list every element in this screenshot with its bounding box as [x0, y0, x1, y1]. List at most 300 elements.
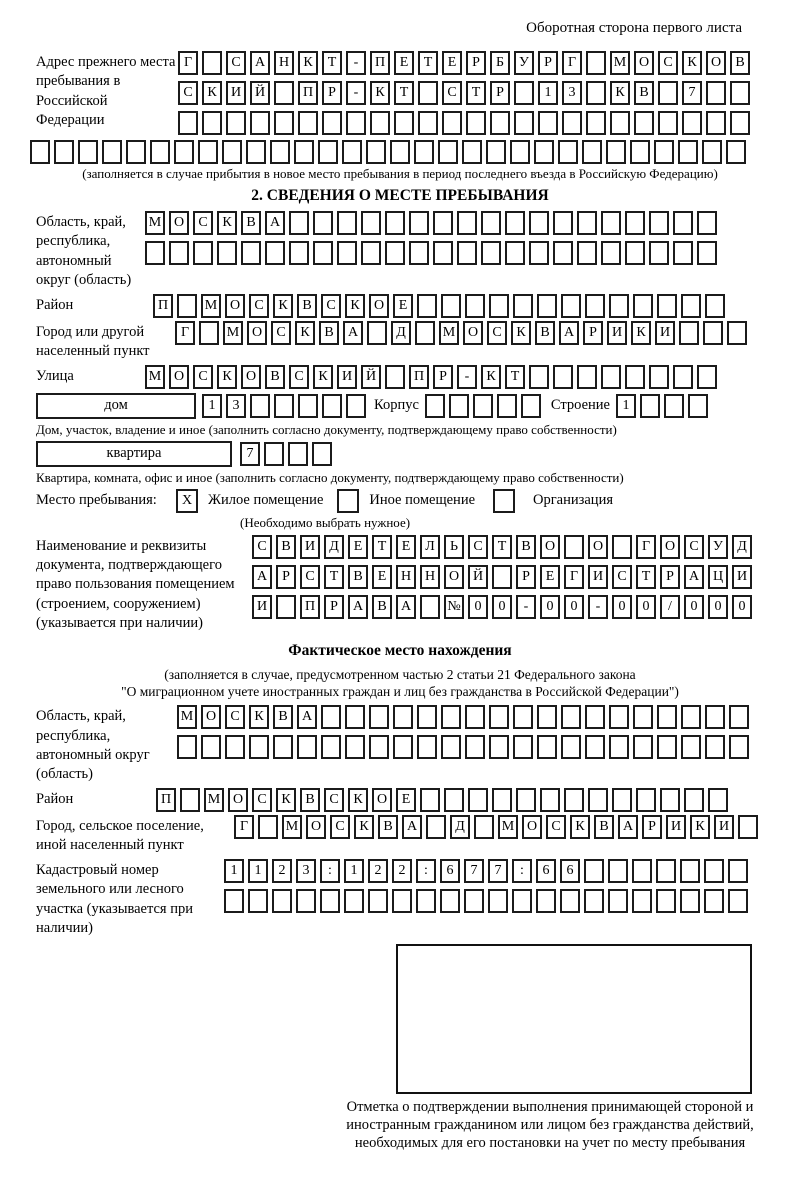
- char-box[interactable]: М: [223, 321, 243, 345]
- char-box[interactable]: Д: [732, 535, 752, 559]
- char-box[interactable]: Т: [466, 81, 486, 105]
- char-box[interactable]: Н: [274, 51, 294, 75]
- char-box[interactable]: [561, 294, 581, 318]
- char-box[interactable]: [516, 788, 536, 812]
- char-box[interactable]: -: [516, 595, 536, 619]
- char-box[interactable]: [426, 815, 446, 839]
- char-box[interactable]: [584, 889, 604, 913]
- char-box[interactable]: [657, 705, 677, 729]
- char-box[interactable]: [361, 211, 381, 235]
- char-box[interactable]: [370, 111, 390, 135]
- char-box[interactable]: П: [300, 595, 320, 619]
- char-box[interactable]: [248, 889, 268, 913]
- char-box[interactable]: Р: [322, 81, 342, 105]
- char-box[interactable]: К: [273, 294, 293, 318]
- char-box[interactable]: И: [732, 565, 752, 589]
- char-box[interactable]: [658, 111, 678, 135]
- char-box[interactable]: [346, 111, 366, 135]
- char-box[interactable]: [656, 889, 676, 913]
- char-box[interactable]: В: [378, 815, 398, 839]
- char-box[interactable]: У: [514, 51, 534, 75]
- char-box[interactable]: К: [690, 815, 710, 839]
- char-box[interactable]: Д: [391, 321, 411, 345]
- char-box[interactable]: [697, 211, 717, 235]
- char-box[interactable]: [409, 211, 429, 235]
- char-box[interactable]: [474, 815, 494, 839]
- char-box[interactable]: [585, 735, 605, 759]
- char-box[interactable]: [706, 111, 726, 135]
- char-box[interactable]: [465, 294, 485, 318]
- char-box[interactable]: А: [559, 321, 579, 345]
- char-box[interactable]: 6: [440, 859, 460, 883]
- char-box[interactable]: [658, 81, 678, 105]
- char-box[interactable]: О: [444, 565, 464, 589]
- char-box[interactable]: [513, 294, 533, 318]
- char-box[interactable]: Т: [394, 81, 414, 105]
- char-box[interactable]: [601, 241, 621, 265]
- char-box[interactable]: Н: [396, 565, 416, 589]
- char-box[interactable]: [488, 889, 508, 913]
- char-box[interactable]: 0: [732, 595, 752, 619]
- char-box[interactable]: О: [706, 51, 726, 75]
- char-box[interactable]: [634, 111, 654, 135]
- char-box[interactable]: [486, 140, 506, 164]
- char-box[interactable]: [289, 241, 309, 265]
- char-box[interactable]: [297, 735, 317, 759]
- char-box[interactable]: Е: [348, 535, 368, 559]
- char-box[interactable]: [529, 241, 549, 265]
- char-box[interactable]: [625, 241, 645, 265]
- char-box[interactable]: 3: [562, 81, 582, 105]
- char-box[interactable]: 0: [468, 595, 488, 619]
- char-box[interactable]: В: [297, 294, 317, 318]
- char-box[interactable]: [298, 111, 318, 135]
- char-box[interactable]: К: [354, 815, 374, 839]
- char-box[interactable]: [680, 859, 700, 883]
- char-box[interactable]: А: [618, 815, 638, 839]
- char-box[interactable]: О: [169, 211, 189, 235]
- char-box[interactable]: [505, 211, 525, 235]
- char-box[interactable]: Д: [324, 535, 344, 559]
- char-box[interactable]: И: [607, 321, 627, 345]
- char-box[interactable]: С: [225, 705, 245, 729]
- char-box[interactable]: Г: [175, 321, 195, 345]
- char-box[interactable]: [198, 140, 218, 164]
- char-box[interactable]: [553, 365, 573, 389]
- char-box[interactable]: К: [249, 705, 269, 729]
- char-box[interactable]: [217, 241, 237, 265]
- char-box[interactable]: М: [498, 815, 518, 839]
- char-box[interactable]: [425, 394, 445, 418]
- char-box[interactable]: Й: [468, 565, 488, 589]
- char-box[interactable]: А: [684, 565, 704, 589]
- char-box[interactable]: А: [348, 595, 368, 619]
- char-box[interactable]: [337, 241, 357, 265]
- char-box[interactable]: [433, 241, 453, 265]
- char-box[interactable]: О: [660, 535, 680, 559]
- char-box[interactable]: О: [228, 788, 248, 812]
- char-box[interactable]: [489, 294, 509, 318]
- char-box[interactable]: 1: [224, 859, 244, 883]
- char-box[interactable]: С: [249, 294, 269, 318]
- char-box[interactable]: [553, 241, 573, 265]
- char-box[interactable]: [586, 111, 606, 135]
- char-box[interactable]: [199, 321, 219, 345]
- char-box[interactable]: [393, 705, 413, 729]
- char-box[interactable]: [681, 705, 701, 729]
- char-box[interactable]: О: [241, 365, 261, 389]
- char-box[interactable]: [273, 735, 293, 759]
- char-box[interactable]: [649, 365, 669, 389]
- char-box[interactable]: [274, 111, 294, 135]
- char-box[interactable]: С: [684, 535, 704, 559]
- char-box[interactable]: [681, 735, 701, 759]
- char-box[interactable]: [585, 705, 605, 729]
- char-box[interactable]: :: [320, 859, 340, 883]
- char-box[interactable]: О: [372, 788, 392, 812]
- char-box[interactable]: [702, 140, 722, 164]
- char-box[interactable]: Г: [562, 51, 582, 75]
- char-box[interactable]: [703, 321, 723, 345]
- char-box[interactable]: С: [546, 815, 566, 839]
- char-box[interactable]: О: [369, 294, 389, 318]
- char-box[interactable]: [564, 535, 584, 559]
- char-box[interactable]: С: [193, 365, 213, 389]
- char-box[interactable]: [174, 140, 194, 164]
- char-box[interactable]: [708, 788, 728, 812]
- char-box[interactable]: 0: [540, 595, 560, 619]
- char-box[interactable]: 7: [464, 859, 484, 883]
- checkbox-residential[interactable]: X: [176, 489, 198, 513]
- char-box[interactable]: [250, 111, 270, 135]
- char-box[interactable]: [441, 735, 461, 759]
- char-box[interactable]: [466, 111, 486, 135]
- char-box[interactable]: С: [612, 565, 632, 589]
- char-box[interactable]: [369, 705, 389, 729]
- char-box[interactable]: [490, 111, 510, 135]
- char-box[interactable]: [512, 889, 532, 913]
- char-box[interactable]: [457, 211, 477, 235]
- char-box[interactable]: [588, 788, 608, 812]
- char-box[interactable]: М: [145, 365, 165, 389]
- char-box[interactable]: [420, 595, 440, 619]
- char-box[interactable]: [321, 705, 341, 729]
- char-box[interactable]: Д: [450, 815, 470, 839]
- char-box[interactable]: Н: [420, 565, 440, 589]
- char-box[interactable]: -: [457, 365, 477, 389]
- char-box[interactable]: [534, 140, 554, 164]
- char-box[interactable]: Р: [466, 51, 486, 75]
- char-box[interactable]: М: [177, 705, 197, 729]
- char-box[interactable]: С: [193, 211, 213, 235]
- char-box[interactable]: [441, 705, 461, 729]
- char-box[interactable]: [390, 140, 410, 164]
- char-box[interactable]: М: [610, 51, 630, 75]
- char-box[interactable]: [313, 241, 333, 265]
- char-box[interactable]: [178, 111, 198, 135]
- char-box[interactable]: [321, 735, 341, 759]
- char-box[interactable]: [705, 735, 725, 759]
- char-box[interactable]: 1: [538, 81, 558, 105]
- char-box[interactable]: [274, 81, 294, 105]
- char-box[interactable]: [730, 111, 750, 135]
- char-box[interactable]: [394, 111, 414, 135]
- char-box[interactable]: С: [321, 294, 341, 318]
- char-box[interactable]: [726, 140, 746, 164]
- char-box[interactable]: С: [252, 788, 272, 812]
- char-box[interactable]: В: [265, 365, 285, 389]
- char-box[interactable]: [385, 211, 405, 235]
- char-box[interactable]: [418, 81, 438, 105]
- char-box[interactable]: В: [319, 321, 339, 345]
- char-box[interactable]: Б: [490, 51, 510, 75]
- char-box[interactable]: Р: [538, 51, 558, 75]
- char-box[interactable]: Р: [324, 595, 344, 619]
- char-box[interactable]: И: [337, 365, 357, 389]
- char-box[interactable]: К: [370, 81, 390, 105]
- char-box[interactable]: [728, 859, 748, 883]
- char-box[interactable]: С: [289, 365, 309, 389]
- char-box[interactable]: [433, 211, 453, 235]
- char-box[interactable]: [492, 565, 512, 589]
- char-box[interactable]: К: [202, 81, 222, 105]
- char-box[interactable]: [601, 365, 621, 389]
- char-box[interactable]: К: [511, 321, 531, 345]
- char-box[interactable]: В: [348, 565, 368, 589]
- char-box[interactable]: С: [271, 321, 291, 345]
- char-box[interactable]: [366, 140, 386, 164]
- char-box[interactable]: [468, 788, 488, 812]
- char-box[interactable]: [497, 394, 517, 418]
- char-box[interactable]: [342, 140, 362, 164]
- char-box[interactable]: [270, 140, 290, 164]
- char-box[interactable]: [481, 241, 501, 265]
- char-box[interactable]: У: [708, 535, 728, 559]
- char-box[interactable]: М: [204, 788, 224, 812]
- char-box[interactable]: [537, 705, 557, 729]
- char-box[interactable]: [145, 241, 165, 265]
- char-box[interactable]: [322, 394, 342, 418]
- char-box[interactable]: [610, 111, 630, 135]
- char-box[interactable]: С: [658, 51, 678, 75]
- char-box[interactable]: О: [225, 294, 245, 318]
- char-box[interactable]: О: [588, 535, 608, 559]
- char-box[interactable]: С: [330, 815, 350, 839]
- char-box[interactable]: [514, 111, 534, 135]
- char-box[interactable]: -: [346, 51, 366, 75]
- char-box[interactable]: С: [468, 535, 488, 559]
- char-box[interactable]: А: [297, 705, 317, 729]
- char-box[interactable]: [473, 394, 493, 418]
- char-box[interactable]: К: [217, 365, 237, 389]
- char-box[interactable]: А: [252, 565, 272, 589]
- char-box[interactable]: С: [252, 535, 272, 559]
- char-box[interactable]: [688, 394, 708, 418]
- char-box[interactable]: [730, 81, 750, 105]
- char-box[interactable]: [322, 111, 342, 135]
- char-box[interactable]: [612, 535, 632, 559]
- checkbox-other-premises[interactable]: [337, 489, 359, 513]
- char-box[interactable]: [441, 294, 461, 318]
- char-box[interactable]: 0: [492, 595, 512, 619]
- char-box[interactable]: [313, 211, 333, 235]
- char-box[interactable]: [529, 211, 549, 235]
- char-box[interactable]: [202, 111, 222, 135]
- char-box[interactable]: [680, 889, 700, 913]
- char-box[interactable]: [660, 788, 680, 812]
- char-box[interactable]: В: [300, 788, 320, 812]
- char-box[interactable]: [553, 211, 573, 235]
- char-box[interactable]: С: [300, 565, 320, 589]
- char-box[interactable]: С: [487, 321, 507, 345]
- char-box[interactable]: Е: [372, 565, 392, 589]
- checkbox-organization[interactable]: [493, 489, 515, 513]
- char-box[interactable]: М: [201, 294, 221, 318]
- char-box[interactable]: П: [156, 788, 176, 812]
- char-box[interactable]: [361, 241, 381, 265]
- char-box[interactable]: И: [226, 81, 246, 105]
- char-box[interactable]: И: [714, 815, 734, 839]
- char-box[interactable]: [625, 211, 645, 235]
- char-box[interactable]: [609, 294, 629, 318]
- char-box[interactable]: [558, 140, 578, 164]
- char-box[interactable]: [681, 294, 701, 318]
- char-box[interactable]: [585, 294, 605, 318]
- char-box[interactable]: /: [660, 595, 680, 619]
- char-box[interactable]: В: [535, 321, 555, 345]
- char-box[interactable]: [729, 735, 749, 759]
- char-box[interactable]: О: [463, 321, 483, 345]
- char-box[interactable]: [492, 788, 512, 812]
- char-box[interactable]: [577, 365, 597, 389]
- char-box[interactable]: [649, 241, 669, 265]
- char-box[interactable]: Е: [396, 788, 416, 812]
- char-box[interactable]: :: [416, 859, 436, 883]
- char-box[interactable]: А: [250, 51, 270, 75]
- char-box[interactable]: [633, 705, 653, 729]
- char-box[interactable]: [276, 595, 296, 619]
- char-box[interactable]: [489, 705, 509, 729]
- char-box[interactable]: [126, 140, 146, 164]
- char-box[interactable]: [201, 735, 221, 759]
- char-box[interactable]: Г: [178, 51, 198, 75]
- char-box[interactable]: [564, 788, 584, 812]
- char-box[interactable]: [420, 788, 440, 812]
- char-box[interactable]: [612, 788, 632, 812]
- char-box[interactable]: Р: [433, 365, 453, 389]
- char-box[interactable]: И: [252, 595, 272, 619]
- char-box[interactable]: [601, 211, 621, 235]
- char-box[interactable]: [225, 735, 245, 759]
- char-box[interactable]: [345, 735, 365, 759]
- char-box[interactable]: Г: [636, 535, 656, 559]
- char-box[interactable]: П: [370, 51, 390, 75]
- char-box[interactable]: -: [346, 81, 366, 105]
- char-box[interactable]: [609, 735, 629, 759]
- char-box[interactable]: С: [226, 51, 246, 75]
- char-box[interactable]: [537, 735, 557, 759]
- char-box[interactable]: [367, 321, 387, 345]
- char-box[interactable]: [392, 889, 412, 913]
- char-box[interactable]: Т: [636, 565, 656, 589]
- char-box[interactable]: [54, 140, 74, 164]
- char-box[interactable]: [632, 859, 652, 883]
- char-box[interactable]: 0: [612, 595, 632, 619]
- char-box[interactable]: [561, 735, 581, 759]
- char-box[interactable]: И: [666, 815, 686, 839]
- char-box[interactable]: [274, 394, 294, 418]
- char-box[interactable]: [657, 735, 677, 759]
- char-box[interactable]: Т: [492, 535, 512, 559]
- char-box[interactable]: [489, 735, 509, 759]
- char-box[interactable]: 1: [344, 859, 364, 883]
- char-box[interactable]: Ц: [708, 565, 728, 589]
- char-box[interactable]: [684, 788, 704, 812]
- char-box[interactable]: [346, 394, 366, 418]
- char-box[interactable]: Т: [322, 51, 342, 75]
- char-box[interactable]: [417, 294, 437, 318]
- char-box[interactable]: 3: [226, 394, 246, 418]
- char-box[interactable]: [288, 442, 308, 466]
- char-box[interactable]: 6: [560, 859, 580, 883]
- char-box[interactable]: В: [372, 595, 392, 619]
- char-box[interactable]: [513, 735, 533, 759]
- char-box[interactable]: Р: [276, 565, 296, 589]
- char-box[interactable]: [537, 294, 557, 318]
- char-box[interactable]: [633, 735, 653, 759]
- char-box[interactable]: 1: [248, 859, 268, 883]
- char-box[interactable]: О: [634, 51, 654, 75]
- char-box[interactable]: [608, 889, 628, 913]
- char-box[interactable]: [294, 140, 314, 164]
- char-box[interactable]: [608, 859, 628, 883]
- char-box[interactable]: [249, 735, 269, 759]
- char-box[interactable]: [632, 889, 652, 913]
- char-box[interactable]: И: [300, 535, 320, 559]
- char-box[interactable]: И: [588, 565, 608, 589]
- char-box[interactable]: Р: [642, 815, 662, 839]
- char-box[interactable]: [385, 241, 405, 265]
- char-box[interactable]: [444, 788, 464, 812]
- char-box[interactable]: Р: [660, 565, 680, 589]
- char-box[interactable]: [673, 365, 693, 389]
- char-box[interactable]: [169, 241, 189, 265]
- char-box[interactable]: [345, 705, 365, 729]
- char-box[interactable]: Е: [396, 535, 416, 559]
- char-box[interactable]: [264, 442, 284, 466]
- char-box[interactable]: [586, 51, 606, 75]
- char-box[interactable]: [738, 815, 758, 839]
- char-box[interactable]: [415, 321, 435, 345]
- char-box[interactable]: Т: [505, 365, 525, 389]
- char-box[interactable]: [625, 365, 645, 389]
- char-box[interactable]: Й: [361, 365, 381, 389]
- char-box[interactable]: [250, 394, 270, 418]
- char-box[interactable]: [414, 140, 434, 164]
- char-box[interactable]: В: [241, 211, 261, 235]
- char-box[interactable]: А: [402, 815, 422, 839]
- char-box[interactable]: В: [730, 51, 750, 75]
- char-box[interactable]: М: [145, 211, 165, 235]
- char-box[interactable]: [640, 394, 660, 418]
- char-box[interactable]: [417, 735, 437, 759]
- char-box[interactable]: [418, 111, 438, 135]
- char-box[interactable]: Р: [516, 565, 536, 589]
- char-box[interactable]: [654, 140, 674, 164]
- char-box[interactable]: [505, 241, 525, 265]
- char-box[interactable]: [30, 140, 50, 164]
- char-box[interactable]: [202, 51, 222, 75]
